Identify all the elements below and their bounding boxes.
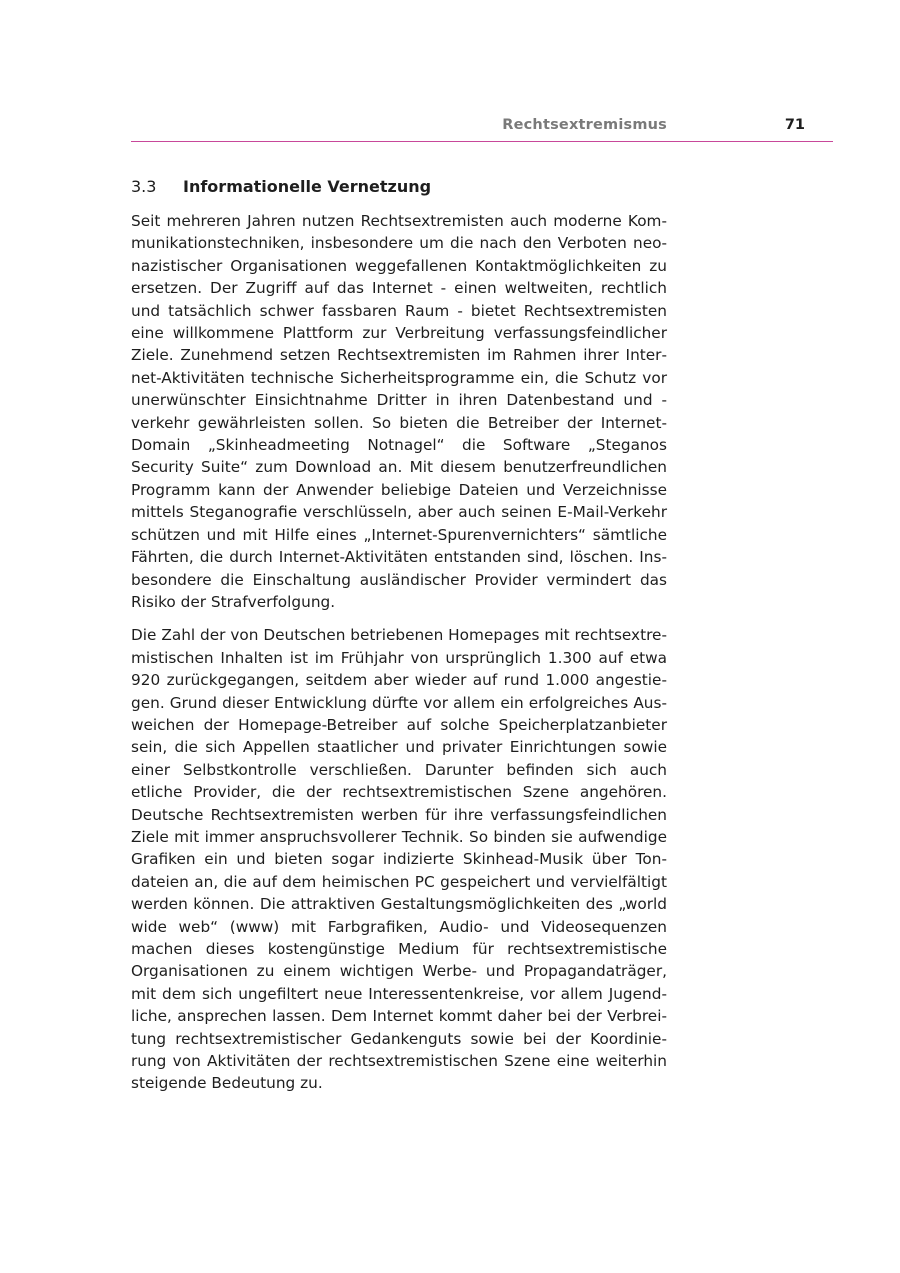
- paragraph: Die Zahl der von Deutschen betriebenen Homepages mit rechtsextremistischen Inhalten ist im Frühjahr von ursprünglich 1.300 auf etwa 920 zurückgegangen, seitdem aber wieder auf rund 1.000 angestiegen. Grund dieser Entwicklung dürfte vor allem ein erfolgreiches Ausweichen der Homepage-Betreiber auf solche Speicherplatzanbieter sein, die sich Appellen staatlicher und privater Einrichtungen sowie einer Selbstkontrolle verschließen. Darunter befinden sich auch etliche Provider, die der rechtsextremistischen Szene angehören. Deutsche Rechtsextremisten werben für ihre verfassungsfeindlichen Ziele mit immer anspruchsvollerer Technik. So binden sie aufwendige Grafiken ein und bieten sogar indizierte Skinhead-Musik über Tondateien an, die auf dem heimischen PC gespeichert und vervielfältigt werden können. Die attraktiven Gestaltungsmöglichkeiten des „world wide web“ (www) mit Farbgrafiken, Audio- und Videosequenzen machen dieses kostengünstige Medium für rechtsextremistische Organisationen zu einem wichtigen Werbe- und Propagandaträger, mit dem sich ungefiltert neue Interessentenkreise, vor allem Jugendliche, ansprechen lassen. Dem Internet kommt daher bei der Verbreitung rechtsextremistischer Gedankenguts sowie bei der Koordinierung von Aktivitäten der rechtsextremistischen Szene eine weiterhin steigende Bedeutung zu.: [131, 626, 667, 1093]
- running-header: [131, 117, 833, 141]
- section-number: 3.3: [131, 177, 157, 196]
- section-title: Informationelle Vernetzung: [183, 177, 432, 196]
- section-heading: [131, 176, 431, 198]
- page-number: 71: [784, 117, 805, 133]
- body-text: [131, 210, 667, 1106]
- header-rule: [131, 141, 833, 142]
- running-title: Rechtsextremismus: [502, 117, 667, 133]
- paragraph: Seit mehreren Jahren nutzen Rechtsextremisten auch moderne Kommunikationstechniken, insbesondere um die nach den Verboten neonazistischer Organisationen weggefallenen Kontaktmöglichkeiten zu ersetzen. Der Zugriff auf das Internet - einen weltweiten, rechtlich und tatsächlich schwer fassbaren Raum - bietet Rechtsextremisten eine willkommene Plattform zur Verbreitung verfassungsfeindlicher Ziele. Zunehmend setzen Rechtsextremisten im Rahmen ihrer Internet-Aktivitäten technische Sicherheitsprogramme ein, die Schutz vor unerwünschter Einsichtnahme Dritter in ihren Datenbestand und -verkehr gewährleisten sollen. So bieten die Betreiber der Internet-Domain „Skinheadmeeting Notnagel“ die Software „Steganos Security Suite“ zum Download an. Mit diesem benutzerfreundlichen Programm kann der Anwender beliebige Dateien und Verzeichnisse mittels Steganografie verschlüsseln, aber auch seinen E-Mail-Verkehr schützen und mit Hilfe eines „Internet-Spurenvernichters“ sämtliche Fährten, die durch Internet-Aktivitäten entstanden sind, löschen. Insbesondere die Einschaltung ausländischer Provider vermindert das Risiko der Strafverfolgung.: [131, 212, 667, 611]
